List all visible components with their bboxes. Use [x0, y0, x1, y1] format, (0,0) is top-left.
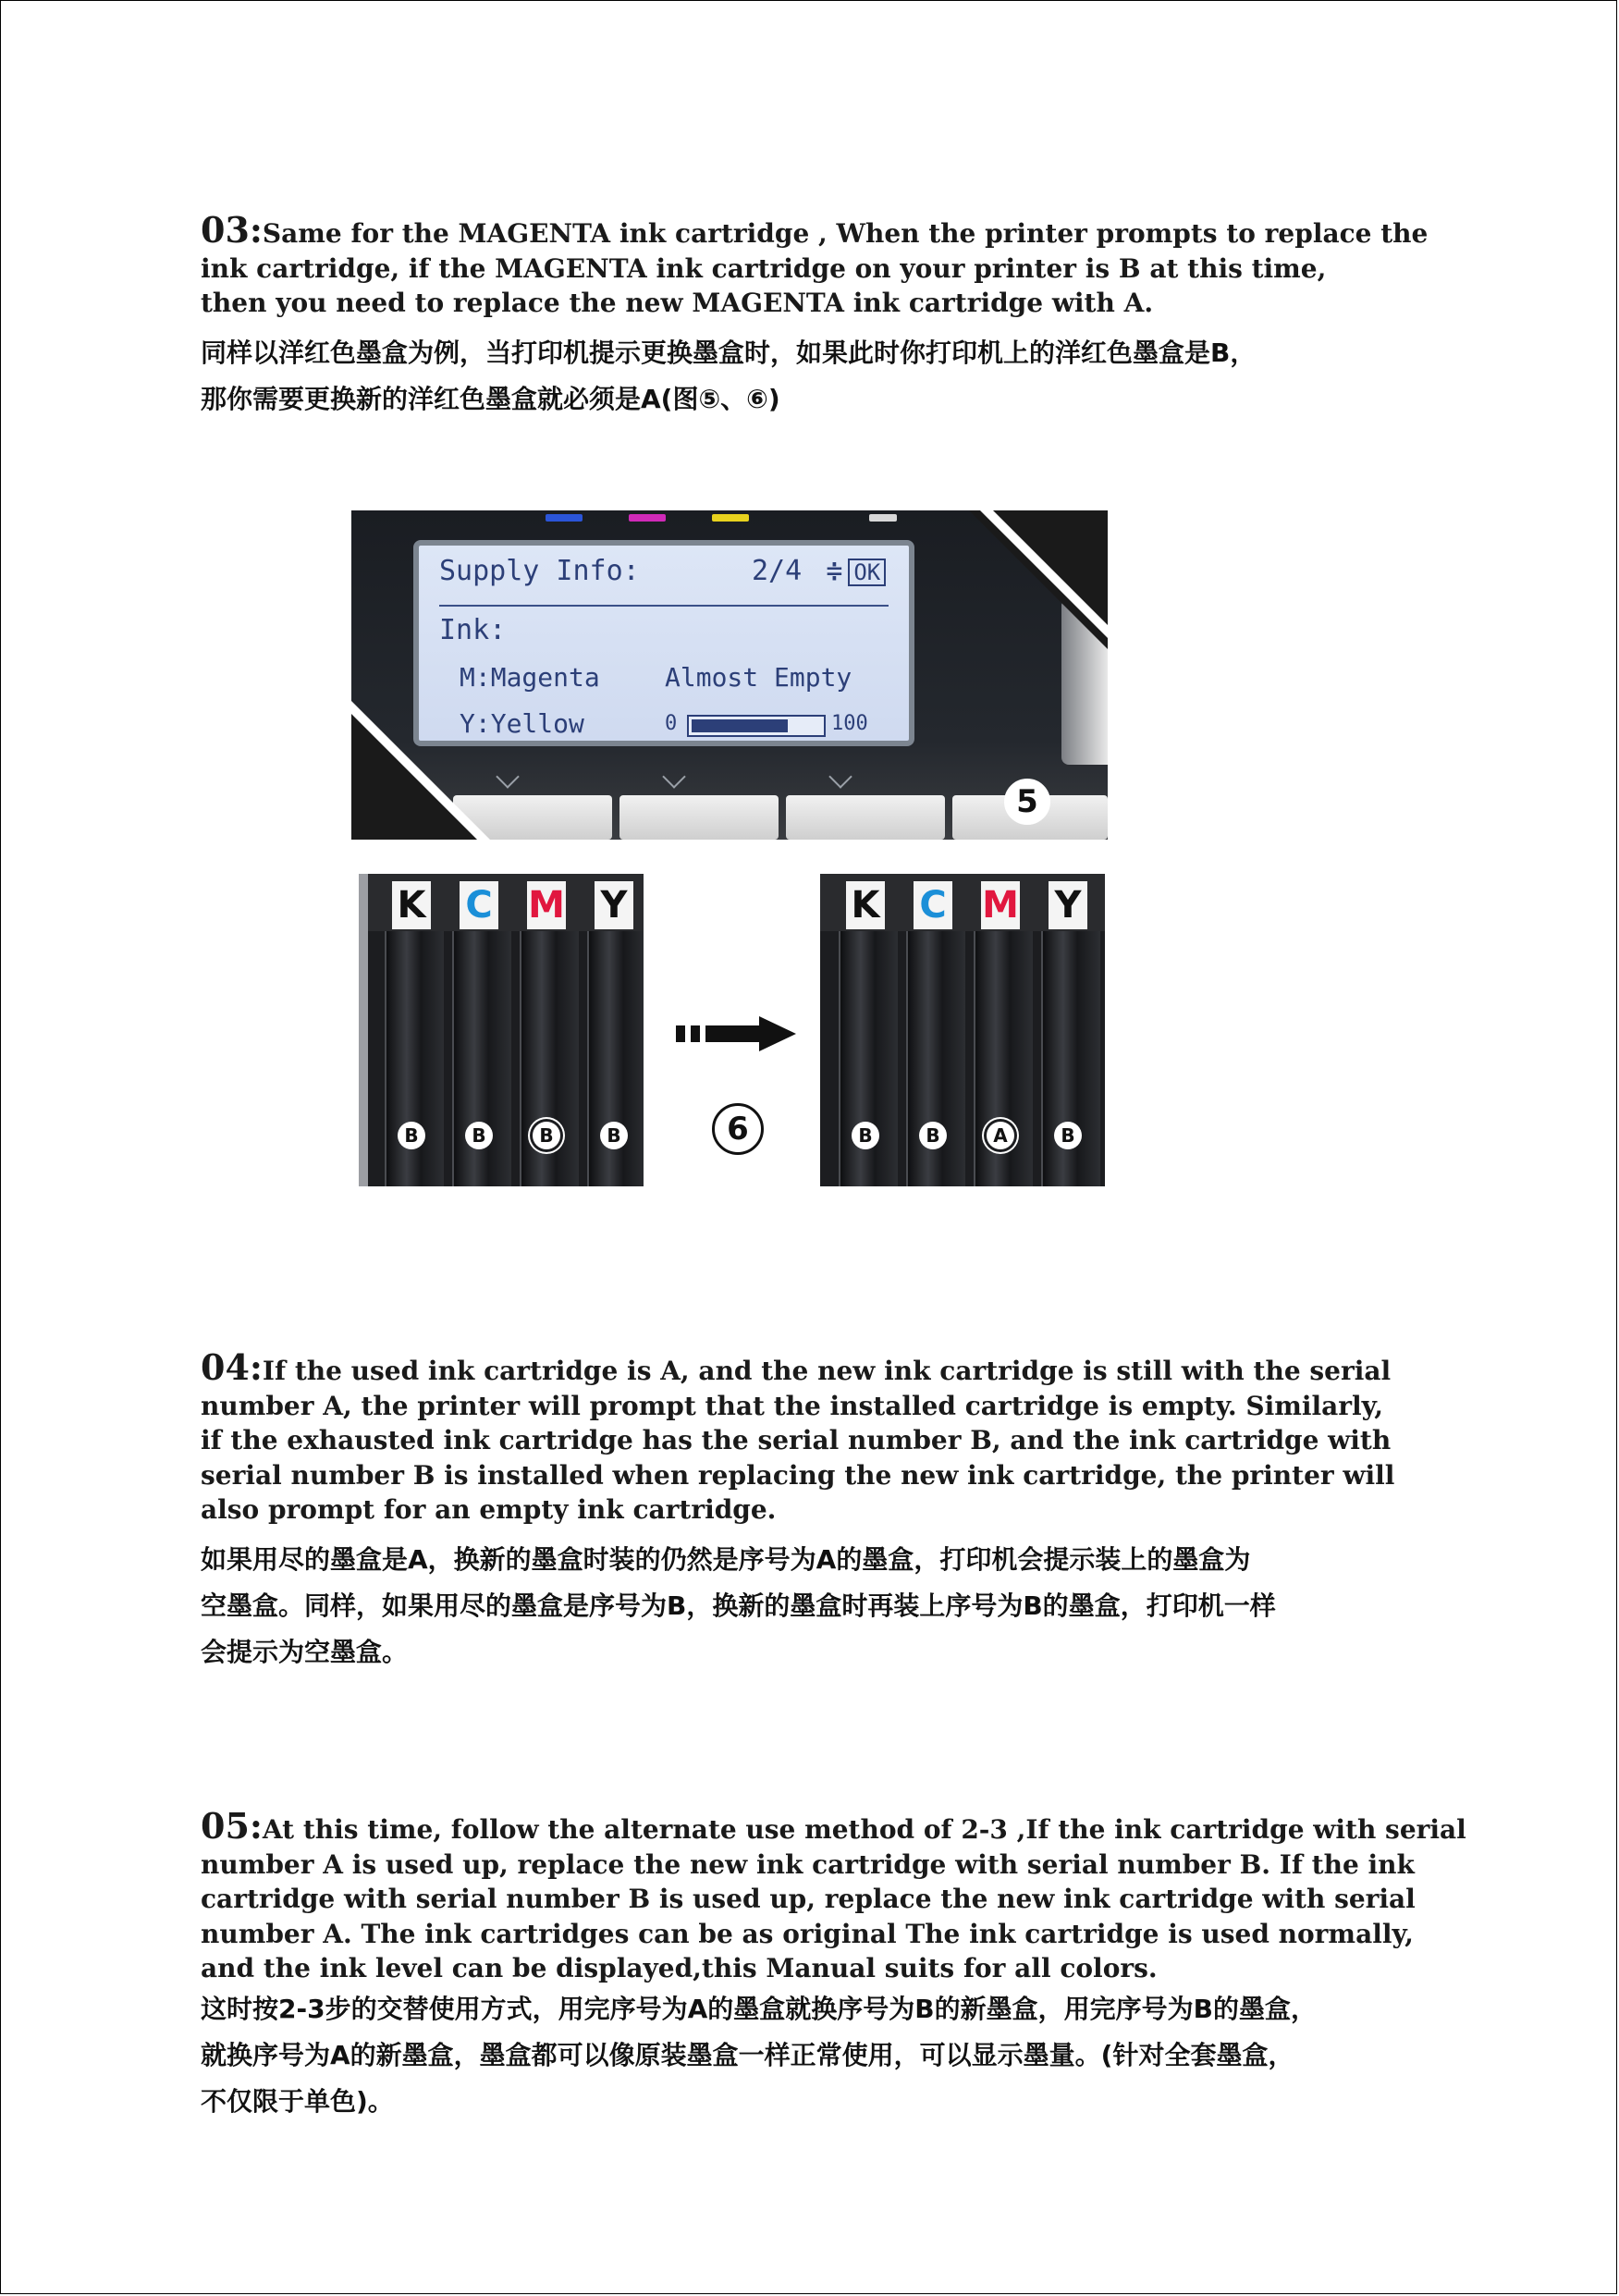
- step-04-line-2: number A, the printer will prompt that the installed cartridge is empty. Similarly,: [201, 1390, 1384, 1421]
- step-04: [201, 1346, 1395, 1676]
- serial-label: B: [465, 1122, 493, 1149]
- step-04-zh-2: 空墨盒。同样，如果用尽的墨盒是序号为B，换新的墨盒时再装上序号为B的墨盒，打印机一样: [201, 1590, 1276, 1621]
- lcd-row1-name: M:Magenta: [460, 662, 600, 693]
- lcd-title: Supply Info:: [439, 555, 640, 587]
- step-05: [201, 1805, 1466, 2125]
- step-05-line-2: number A is used up, replace the new ink cartridge with serial number B. If the ink: [201, 1848, 1415, 1880]
- step-03-zh-1: 同样以洋红色墨盒为例，当打印机提示更换墨盒时，如果此时你打印机上的洋红色墨盒是B，: [201, 337, 1257, 368]
- step-03-line-1: 03:Same for the MAGENTA ink cartridge , When the printer prompts to replace the: [201, 209, 1429, 251]
- lcd-ink-label: Ink:: [439, 614, 507, 646]
- arrow-right-icon: [676, 1020, 796, 1050]
- serial-label: B: [600, 1122, 628, 1149]
- cartridges-before-photo: [359, 874, 644, 1186]
- cartridge-tag-y: Y: [595, 881, 633, 929]
- cartridge-tag-k: K: [846, 881, 885, 929]
- cartridge-tag-c: C: [460, 881, 498, 929]
- cartridge-tag-m: M: [527, 881, 566, 929]
- step-number: 03:: [201, 209, 263, 251]
- step-04-zh-1: 如果用尽的墨盒是A，换新的墨盒时装的仍然是序号为A的墨盒，打印机会提示装上的墨盒为: [201, 1543, 1251, 1575]
- cartridge-tag-y: Y: [1049, 881, 1087, 929]
- step-05-zh-1: 这时按2-3步的交替使用方式，用完序号为A的墨盒就换序号为B的新墨盒，用完序号为B的墨盒，: [201, 1993, 1317, 2024]
- lcd-scale-max: 100: [831, 712, 868, 735]
- ink-level-bar: [687, 715, 826, 737]
- step-04-line-4: serial number B is installed when replacing the new ink cartridge, the printer will: [201, 1459, 1395, 1491]
- serial-label: B: [1054, 1122, 1082, 1149]
- step-04-zh-3: 会提示为空墨盒。: [201, 1636, 409, 1667]
- step-03-line-3: then you need to replace the new MAGENTA ink cartridge with A.: [201, 288, 1154, 318]
- serial-label: A: [987, 1122, 1014, 1149]
- step-03: [201, 209, 1429, 423]
- lcd-row2-name: Y:Yellow: [460, 708, 584, 739]
- up-down-arrows-icon: ≑: [826, 555, 843, 587]
- ink-level-fill: [692, 719, 788, 732]
- step-04-line-5: also prompt for an empty ink cartridge.: [201, 1494, 777, 1525]
- step-03-zh-2: 那你需要更换新的洋红色墨盒就必须是A(图⑤、⑥): [201, 383, 780, 414]
- cartridge-tag-m: M: [981, 881, 1020, 929]
- lcd-scale-min: 0: [665, 712, 678, 735]
- step-05-zh-2: 就换序号为A的新墨盒，墨盒都可以像原装墨盒一样正常使用，可以显示墨量。(针对全套墨盒，: [201, 2039, 1294, 2070]
- figure-6-badge: 6: [712, 1103, 764, 1155]
- step-05-line-1: 05:At this time, follow the alternate use method of 2-3 ,If the ink cartridge with serial: [201, 1805, 1466, 1847]
- step-number: 05:: [201, 1805, 263, 1847]
- printer-lcd-photo: [351, 510, 1108, 840]
- step-03-line-2: ink cartridge, if the MAGENTA ink cartridge on your printer is B at this time,: [201, 252, 1327, 284]
- cartridge-tag-k: K: [392, 881, 431, 929]
- serial-label: B: [398, 1122, 425, 1149]
- serial-label: B: [533, 1122, 560, 1149]
- step-number: 04:: [201, 1346, 263, 1388]
- lcd-page-indicator: 2/4 ≑ OK: [752, 555, 886, 587]
- serial-label: B: [852, 1122, 879, 1149]
- step-05-line-3: cartridge with serial number B is used up, replace the new ink cartridge with serial: [201, 1884, 1416, 1914]
- cartridge-tag-c: C: [914, 881, 952, 929]
- lcd-ok-box: OK: [848, 559, 886, 586]
- color-indicator-dots: [546, 514, 915, 523]
- serial-label: B: [919, 1122, 947, 1149]
- step-05-line-5: and the ink level can be displayed,this Manual suits for all colors.: [201, 1953, 1158, 1983]
- cartridges-after-photo: [820, 874, 1105, 1186]
- step-04-line-3: if the exhausted ink cartridge has the serial number B, and the ink cartridge with: [201, 1425, 1392, 1455]
- figure-5-badge: 5: [1004, 779, 1050, 825]
- lcd-row1-status: Almost Empty: [665, 662, 852, 693]
- step-04-line-1: 04:If the used ink cartridge is A, and the new ink cartridge is still with the serial: [201, 1346, 1392, 1388]
- step-05-zh-3: 不仅限于单色)。: [201, 2085, 394, 2117]
- step-05-line-4: number A. The ink cartridges can be as original The ink cartridge is used normally,: [201, 1918, 1414, 1949]
